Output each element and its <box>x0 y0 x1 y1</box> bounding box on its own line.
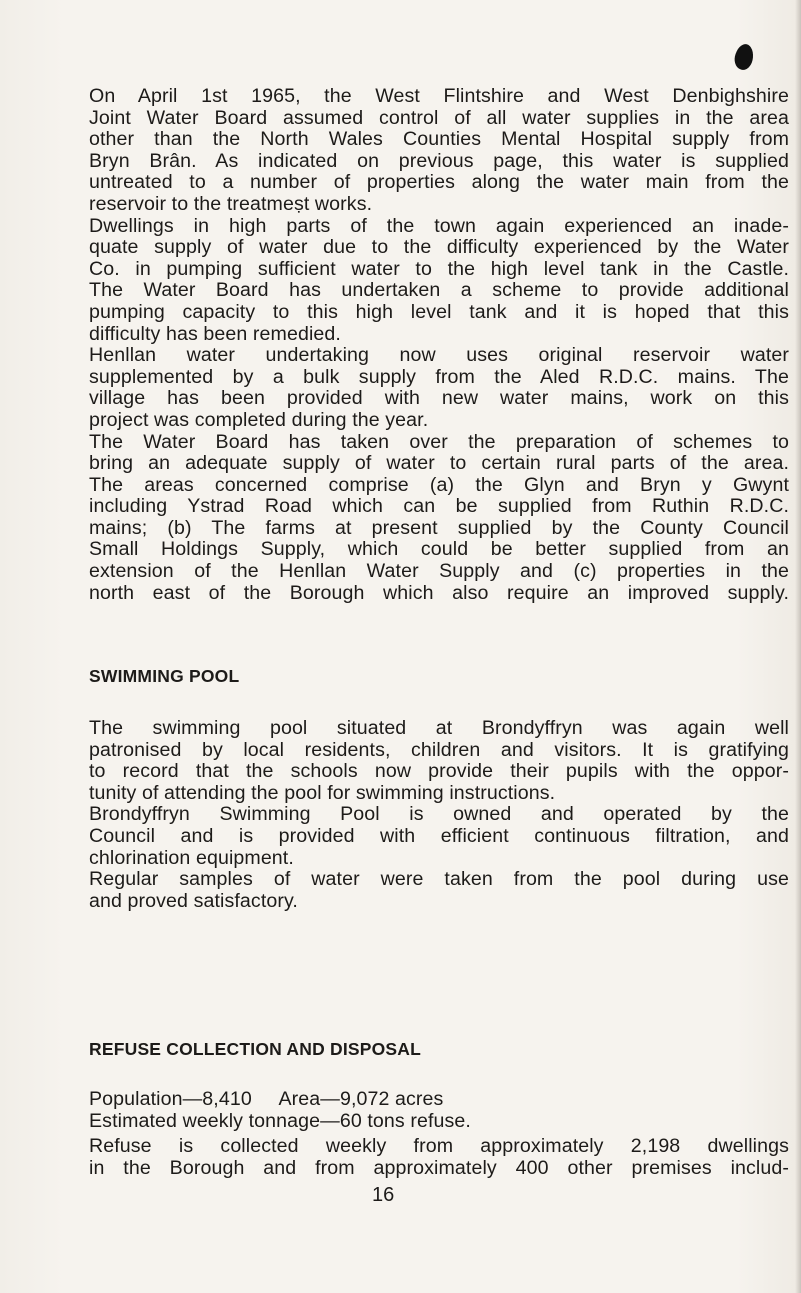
text-line: patronised by local residents, children and visitors. It is gratifying <box>89 738 789 761</box>
text-line: On April 1st 1965, the West Flintshire and West Denbighshire <box>89 85 789 107</box>
text-line: Henllan water undertaking now uses original reservoir water <box>89 344 789 367</box>
text-line: The Water Board has taken over the preparation of schemes to <box>89 430 789 453</box>
text-line: to record that the schools now provide their pupils with the oppor- <box>89 760 789 783</box>
text-line: project was completed during the year. <box>89 408 429 431</box>
text-line: Co. in pumping sufficient water to the high level tank in the Castle. <box>89 257 789 280</box>
text-line: Small Holdings Supply, which could be better supplied from an <box>89 538 789 561</box>
swimming-pool-heading: SWIMMING POOL <box>89 666 240 686</box>
refuse-section <box>89 1089 789 1179</box>
text-line: The areas concerned comprise (a) the Glyn and Bryn y Gwynt <box>89 473 789 496</box>
text-line: quate supply of water due to the difficulty experienced by the Water <box>89 236 789 259</box>
water-paragraph-1 <box>89 86 789 216</box>
page-edge-shadow <box>795 0 801 1293</box>
text-line: Refuse is collected weekly from approximately 2,198 dwellings <box>89 1135 789 1158</box>
text-line: chlorination equipment. <box>89 846 294 869</box>
text-line: Brondyffryn Swimming Pool is owned and operated by the <box>89 803 789 826</box>
water-paragraph-3 <box>89 345 789 431</box>
text-line: Regular samples of water were taken from the pool during use <box>89 868 789 891</box>
swimming-paragraph-3 <box>89 869 789 912</box>
refuse-collection-heading: REFUSE COLLECTION AND DISPOSAL <box>89 1039 422 1059</box>
text-line: The swimming pool situated at Brondyffryn was again well <box>89 717 789 739</box>
text-line: Joint Water Board assumed control of all water supplies in the area <box>89 106 789 129</box>
text-line: in the Borough and from approximately 400 other premises includ- <box>89 1156 789 1179</box>
swimming-paragraph-1 <box>89 718 789 804</box>
text-line: other than the North Wales Counties Mental Hospital supply from <box>89 128 789 151</box>
text-line: extension of the Henllan Water Supply and (c) properties in the <box>89 560 789 583</box>
text-line: including Ystrad Road which can be supplied from Ruthin R.D.C. <box>89 495 789 518</box>
text-line: Council and is provided with efficient continuous filtration, and <box>89 824 789 847</box>
ink-blot-mark <box>732 42 755 71</box>
text-line: pumping capacity to this high level tank and it is hoped that this <box>89 300 789 323</box>
page-number: 16 <box>372 1184 395 1206</box>
water-section <box>89 86 789 604</box>
population-area-line: Population—8,410 Area—9,072 acres <box>89 1088 444 1110</box>
text-line: mains; (b) The farms at present supplied by the County Council <box>89 516 789 539</box>
text-line: and proved satisfactory. <box>89 889 298 912</box>
text-line: reservoir to the treatmeṣt works. <box>89 192 373 215</box>
text-line: north east of the Borough which also require an improved supply. <box>89 581 789 604</box>
weekly-tonnage-line: Estimated weekly tonnage—60 tons refuse. <box>89 1109 471 1132</box>
swimming-section <box>89 718 789 912</box>
text-line: village has been provided with new water mains, work on this <box>89 387 789 410</box>
text-line: tunity of attending the pool for swimming instructions. <box>89 781 556 804</box>
text-line: difficulty has been remedied. <box>89 322 341 345</box>
water-paragraph-4 <box>89 432 789 605</box>
refuse-stats <box>89 1089 789 1132</box>
text-line: Bryn Brân. As indicated on previous page, this water is supplied <box>89 149 789 172</box>
text-line: supplemented by a bulk supply from the Aled R.D.C. mains. The <box>89 365 789 388</box>
water-paragraph-2 <box>89 216 789 346</box>
text-line: bring an adequate supply of water to certain rural parts of the area. <box>89 452 789 475</box>
text-line: Dwellings in high parts of the town again experienced an inade- <box>89 214 789 237</box>
swimming-paragraph-2 <box>89 804 789 869</box>
refuse-paragraph-1 <box>89 1136 789 1179</box>
text-line: The Water Board has undertaken a scheme to provide additional <box>89 279 789 302</box>
text-line: untreated to a number of properties along the water main from the <box>89 171 789 194</box>
